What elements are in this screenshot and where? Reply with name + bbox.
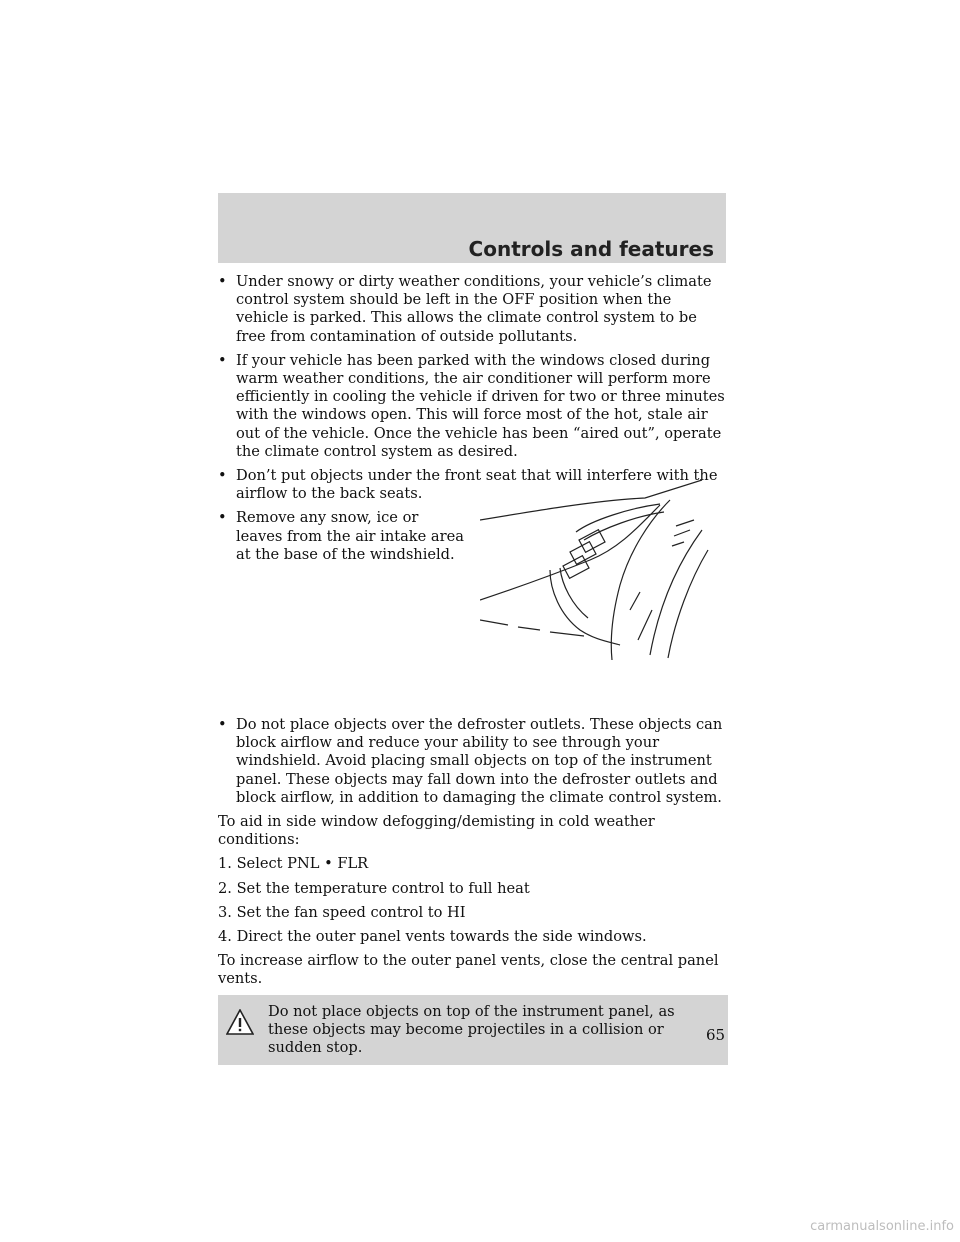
windshield-air-intake-illustration [480, 480, 710, 660]
bullet-text: Under snowy or dirty weather conditions, your vehicle’s climate control system should be left in the OFF position when the vehicle is parked. This allows the climate control system to be free from contamination of outside pollutants. [236, 273, 712, 345]
bullet-text: Don’t put objects under the front seat that will interfere with the airflow to the back seats. [236, 467, 718, 503]
step-item: 2. Set the temperature control to full heat [218, 879, 530, 897]
section-header-band [218, 193, 726, 263]
figure-area [218, 570, 728, 710]
page-content [218, 273, 728, 1065]
warning-box [218, 995, 728, 1066]
warning-text: Do not place objects on top of the instrument panel, as these objects may become projectiles in a collision or sudden stop. [268, 1002, 675, 1057]
step-item: 3. Set the fan speed control to HI [218, 903, 466, 921]
bullet-item [218, 352, 728, 461]
page-number: 65 [706, 1026, 726, 1044]
intro-text: To aid in side window defogging/demisting in cold weather conditions: [218, 813, 655, 849]
step-item: 1. Select PNL • FLR [218, 855, 369, 873]
bullet-glyph: • [218, 716, 227, 734]
bullet-glyph: • [218, 467, 227, 485]
section-title: Controls and features [468, 237, 714, 261]
bullet-item [218, 273, 728, 346]
bullet-item [218, 716, 728, 807]
step-item: 4. Direct the outer panel vents towards the side windows. [218, 928, 647, 946]
bullet-glyph: • [218, 509, 227, 527]
bullet-text: Remove any snow, ice or leaves from the air intake area at the base of the windshield. [236, 509, 464, 563]
bullet-text: If your vehicle has been parked with the windows closed during warm weather conditions, the air conditioner will perform more efficiently in cooling the vehicle if driven for two or three minutes with the windows open. This will force most of the hot, stale air out of the vehicle. Once the vehicle has been “aired out”, operate the climate control system as desired. [236, 351, 725, 460]
bullet-glyph: • [218, 273, 227, 290]
bullet-text: Do not place objects over the defroster outlets. These objects can block airflow and reduce your ability to see through your windshield. Avoid placing small objects on top of the instrument panel. These objects may fall down into the defroster outlets and block airflow, in addition to damaging the climate control system. [236, 716, 723, 806]
warning-triangle-icon [226, 1009, 254, 1035]
watermark: carmanualsonline.info [810, 1219, 954, 1234]
closing-text: To increase airflow to the outer panel vents, close the central panel vents. [218, 952, 719, 988]
bullet-glyph: • [218, 351, 227, 369]
